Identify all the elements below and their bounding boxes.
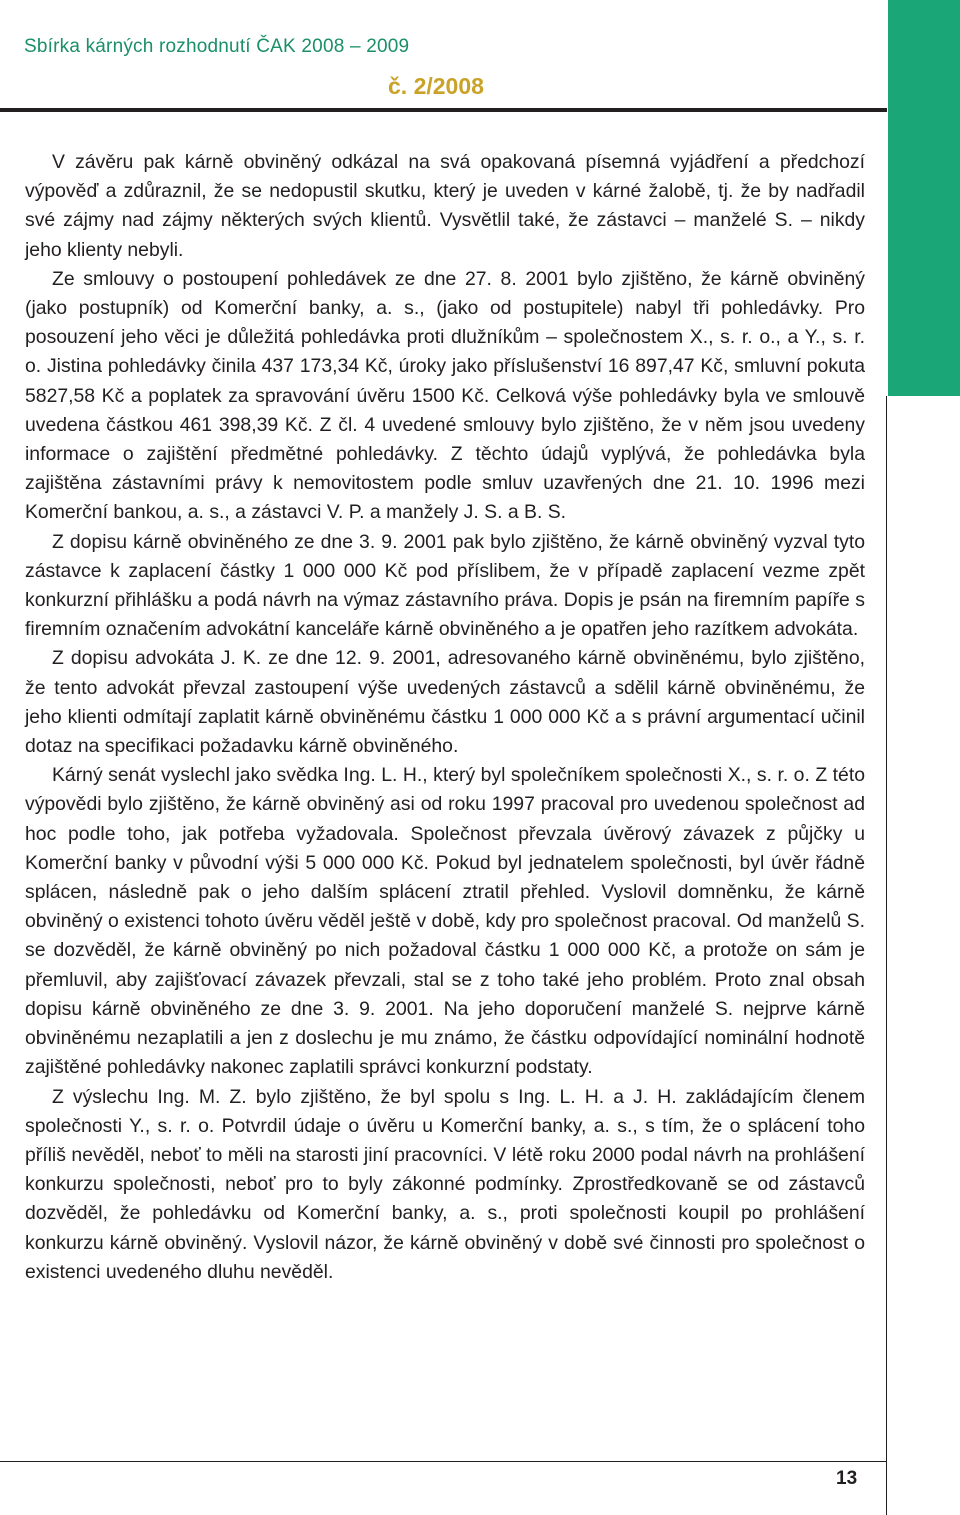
right-margin-rule xyxy=(886,396,887,1515)
publication-title: Sbírka kárných rozhodnutí ČAK 2008 – 2009 xyxy=(24,36,410,57)
article-body xyxy=(25,148,865,1287)
paragraph: Z dopisu kárně obviněného ze dne 3. 9. 2001 pak bylo zjištěno, že kárně obviněný vyzval tyto zástavce k zaplacení částky 1 000 000 Kč pod příslibem, že v případě zaplacení vezme zpět konkurzní přihlášku a podá návrh na výmaz zástavního práva. Dopis je psán na firemním papíře s firemním označením advokátní kanceláře kárně obviněného a je opatřen jeho razítkem advokáta. xyxy=(25,530,865,641)
paragraph: Z výslechu Ing. M. Z. bylo zjištěno, že byl spolu s Ing. L. H. a J. H. zakládajícím členem společnosti Y., s. r. o. Potvrdil údaje o úvěru u Komerční banky, a. s., s tím, že o splácení toho příliš nevěděl, neboť to měli na starosti jiní pracovníci. V létě roku 2000 podal návrh na prohlášení konkurzu společnosti, neboť pro to byly zákonné podmínky. Zprostředkovaně se od zástavců dozvěděl, že pohledávku od Komerční banky, a. s., proti společnosti koupil po prohlášení konkurzu kárně obviněný. Vyslovil názor, že kárně obviněný v době své činnosti pro společnost o existenci uvedeného dluhu nevěděl. xyxy=(25,1085,865,1283)
paragraph: V závěru pak kárně obviněný odkázal na svá opakovaná písemná vyjádření a předchozí výpověď a zdůraznil, že se nedopustil skutku, který je uveden v kárné žalobě, tj. že by nadřadil své zájmy nad zájmy některých svých klientů. Vysvětlil také, že zástavci – manželé S. – nikdy jeho klienty nebyli. xyxy=(25,151,865,261)
paragraph: Z dopisu advokáta J. K. ze dne 12. 9. 2001, adresovaného kárně obviněnému, bylo zjištěno, že tento advokát převzal zastoupení výše uvedených zástavců a sdělil kárně obviněnému, že jeho klienti odmítají zaplatit kárně obviněnému částku 1 000 000 Kč a s právní argumentací učinil dotaz na specifikaci požadavku kárně obviněného. xyxy=(25,647,865,758)
paragraph: Kárný senát vyslechl jako svědka Ing. L. H., který byl společníkem společnosti X., s. r. o. Z této výpovědi bylo zjištěno, že kárně obviněný asi od roku 1997 pracoval pro uvedenou společnost ad hoc podle toho, jak potřeba vyžadovala. Společnost převzala úvěrový závazek z půjčky u Komerční banky v původní výši 5 000 000 Kč. Pokud byl jednatelem společnosti, byl úvěr řádně splácen, následně pak o jeho dalším splácení ztratil přehled. Vyslovil domněnku, že kárně obviněný o existenci tohoto úvěru věděl ještě v době, kdy pro společnost pracoval. Od manželů S. se dozvěděl, že kárně obviněný po nich požadoval částku 1 000 000 Kč, a protože on sám je přemluvil, aby zajišťovací závazek převzali, stal se z toho také jeho problém. Proto znal obsah dopisu kárně obviněného ze dne 3. 9. 2001. Na jeho doporučení manželé S. nejprve kárně obviněnému nezaplatili a jen z doslechu je mu známo, že částku odpovídající nominální hodnotě zajištěné pohledávky nakonec zaplatili správci konkurzní podstaty. xyxy=(25,764,865,1079)
footer-divider xyxy=(0,1461,887,1462)
side-accent-bar xyxy=(888,0,960,396)
issue-number: č. 2/2008 xyxy=(388,73,484,99)
paragraph: Ze smlouvy o postoupení pohledávek ze dne 27. 8. 2001 bylo zjištěno, že kárně obviněný (jako postupník) od Komerční banky, a. s., (jako od postupitele) nabyl tři pohledávky. Pro posouzení jeho věci je důležitá pohledávka proti dlužníkům – společnostem X., s. r. o., a Y., s. r. o. Jistina pohledávky činila 437 173,34 Kč, úroky jako příslušenství 16 897,47 Kč, smluvní pokuta 5827,58 Kč a poplatek za spravování úvěru 1500 Kč. Celková výše pohledávky byla ve smlouvě uvedena částkou 461 398,39 Kč. Z čl. 4 uvedené smlouvy bylo zjištěno, že v něm jsou uvedeny informace o zajištění předmětné pohledávky. Z těchto údajů vyplývá, že pohledávka byla zajištěna zástavními právy k nemovitostem podle smluv uzavřených dne 21. 10. 1996 mezi Komerční bankou, a. s., a zástavci V. P. a manžely J. S. a B. S. xyxy=(25,267,865,524)
header-divider xyxy=(0,108,887,112)
page-number: 13 xyxy=(836,1468,858,1489)
